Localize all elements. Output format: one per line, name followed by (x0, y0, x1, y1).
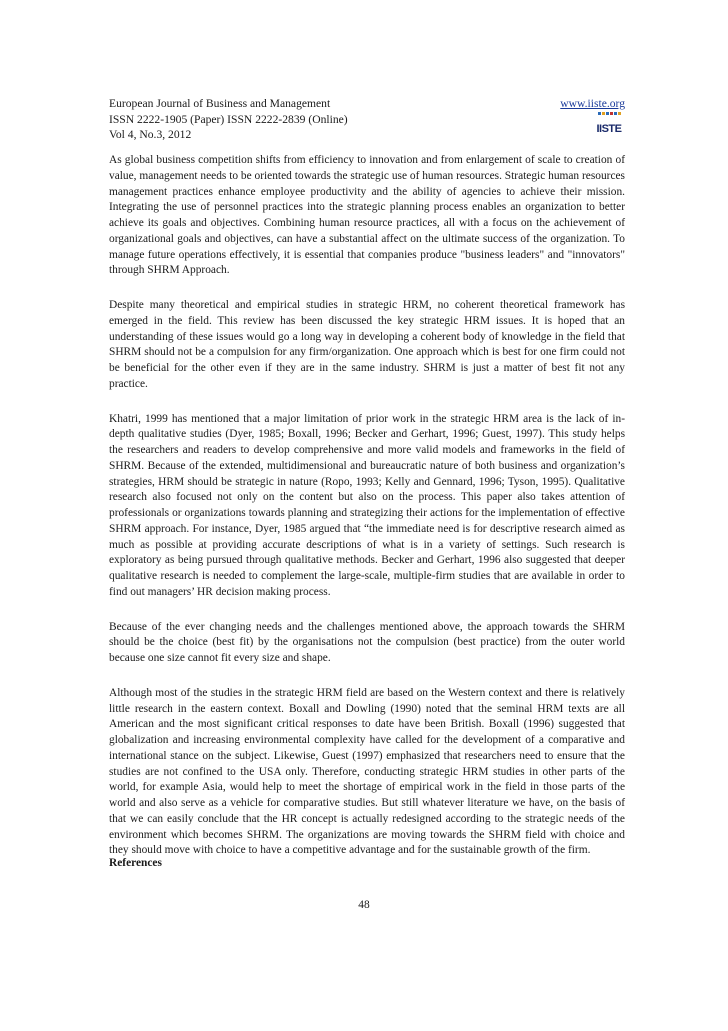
journal-title: European Journal of Business and Management (109, 97, 331, 110)
references-heading: References (109, 857, 162, 869)
paragraph: Khatri, 1999 has mentioned that a major limitation of prior work in the strategic HRM area is the lack of in-depth qualitative studies (Dyer, 1985; Boxall, 1996; Becker and Gerhart, 1996; Guest, 1997). This study helps the researchers and readers to develop comprehensive and more valid models and frameworks in the field of SHRM. Because of the extended, multidimensional and bureaucratic nature of both business and organization’s strategies, HRM should be strategic in nature (Ropo, 1993; Kelly and Gennard, 1996; Tyson, 1995). Qualitative research also focused not only on the content but also on the process. This paper also takes attention of professionals or organizations towards planning and strategizing their actions for the implementation of effective SHRM approach. For instance, Dyer, 1985 argued that “the immediate need is for descriptive research aimed as much as possible at providing accurate descriptions of what is in a variety of settings. Such research is exploratory as being pursued through qualitative methods. Becker and Gerhart, 1996 also suggested that deeper qualitative research is needed to complement the large-scale, multiple-firm studies that are available in order to find out managers’ HR decision making process. (109, 412, 625, 598)
volume-line: Vol 4, No.3, 2012 (109, 128, 192, 141)
paragraph: Because of the ever changing needs and the challenges mentioned above, the approach towards the SHRM should be the choice (best fit) by the organisations not the compulsion (best practice) from the outer world because one size cannot fit every size and shape. (109, 620, 625, 664)
paragraph: As global business competition shifts from efficiency to innovation and from enlargement of scale to creation of value, management needs to be oriented towards the strategic use of human resources. Strategic human resources management practices enhance employee productivity and the ability of agencies to achieve their mission. Integrating the use of personnel practices into the strategic planning process enables an organization to better achieve its goals and objectives. Combining human resource practices, all with a focus on the achievement of organizational goals and objectives, can have a substantial affect on the ultimate success of the organization. To manage future operations effectively, it is essential that companies produce "business leaders" and "innovators" through SHRM Approach. (109, 154, 625, 277)
paragraph: Although most of the studies in the strategic HRM field are based on the Western context and there is relatively little research in the eastern context. Boxall and Dowling (1990) noted that the seminal HRM texts are all American and the most significant critical responses to date have been British. Boxall (1996) suggested that globalization and increasing environmental complexity have called for the development of a comparative and international stance on the subject. Likewise, Guest (1997) emphasized that researchers need to ensure that the studies are not confined to the USA only. Therefore, conducting strategic HRM studies in other parts of the world, for example Asia, would help to meet the shortage of empirical work in the field in those parts of the world and also serve as a vehicle for comparative studies. But still whatever literature we have, on the basis of that we can easily conclude that the HR concept is actually redesigned according to the strategic needs of the environment which becomes SHRM. The organizations are moving towards the SHRM field with choice and they should move with choice to have a competitive advantage and for the sustainable growth of the firm. (109, 686, 625, 857)
body-text (109, 153, 625, 878)
iiste-logo (596, 112, 622, 136)
page-number: 48 (358, 899, 370, 911)
issn-line: ISSN 2222-1905 (Paper) ISSN 2222-2839 (Online) (109, 112, 348, 126)
journal-url-link[interactable]: www.iiste.org (560, 97, 625, 110)
page-header (109, 96, 625, 143)
paragraph: Despite many theoretical and empirical studies in strategic HRM, no coherent theoretical framework has emerged in the field. This review has been discussed the key strategic HRM issues. It is hoped that an understanding of these issues would go a long way in developing a coherent body of knowledge in the field that SHRM should not be a compulsion for any firm/organization. One approach which is best for one firm could not be beneficial for the other even if they are in the same industry. SHRM is just a matter of best fit not any practice. (109, 299, 625, 390)
svg-text:IISTE: IISTE (596, 123, 622, 135)
